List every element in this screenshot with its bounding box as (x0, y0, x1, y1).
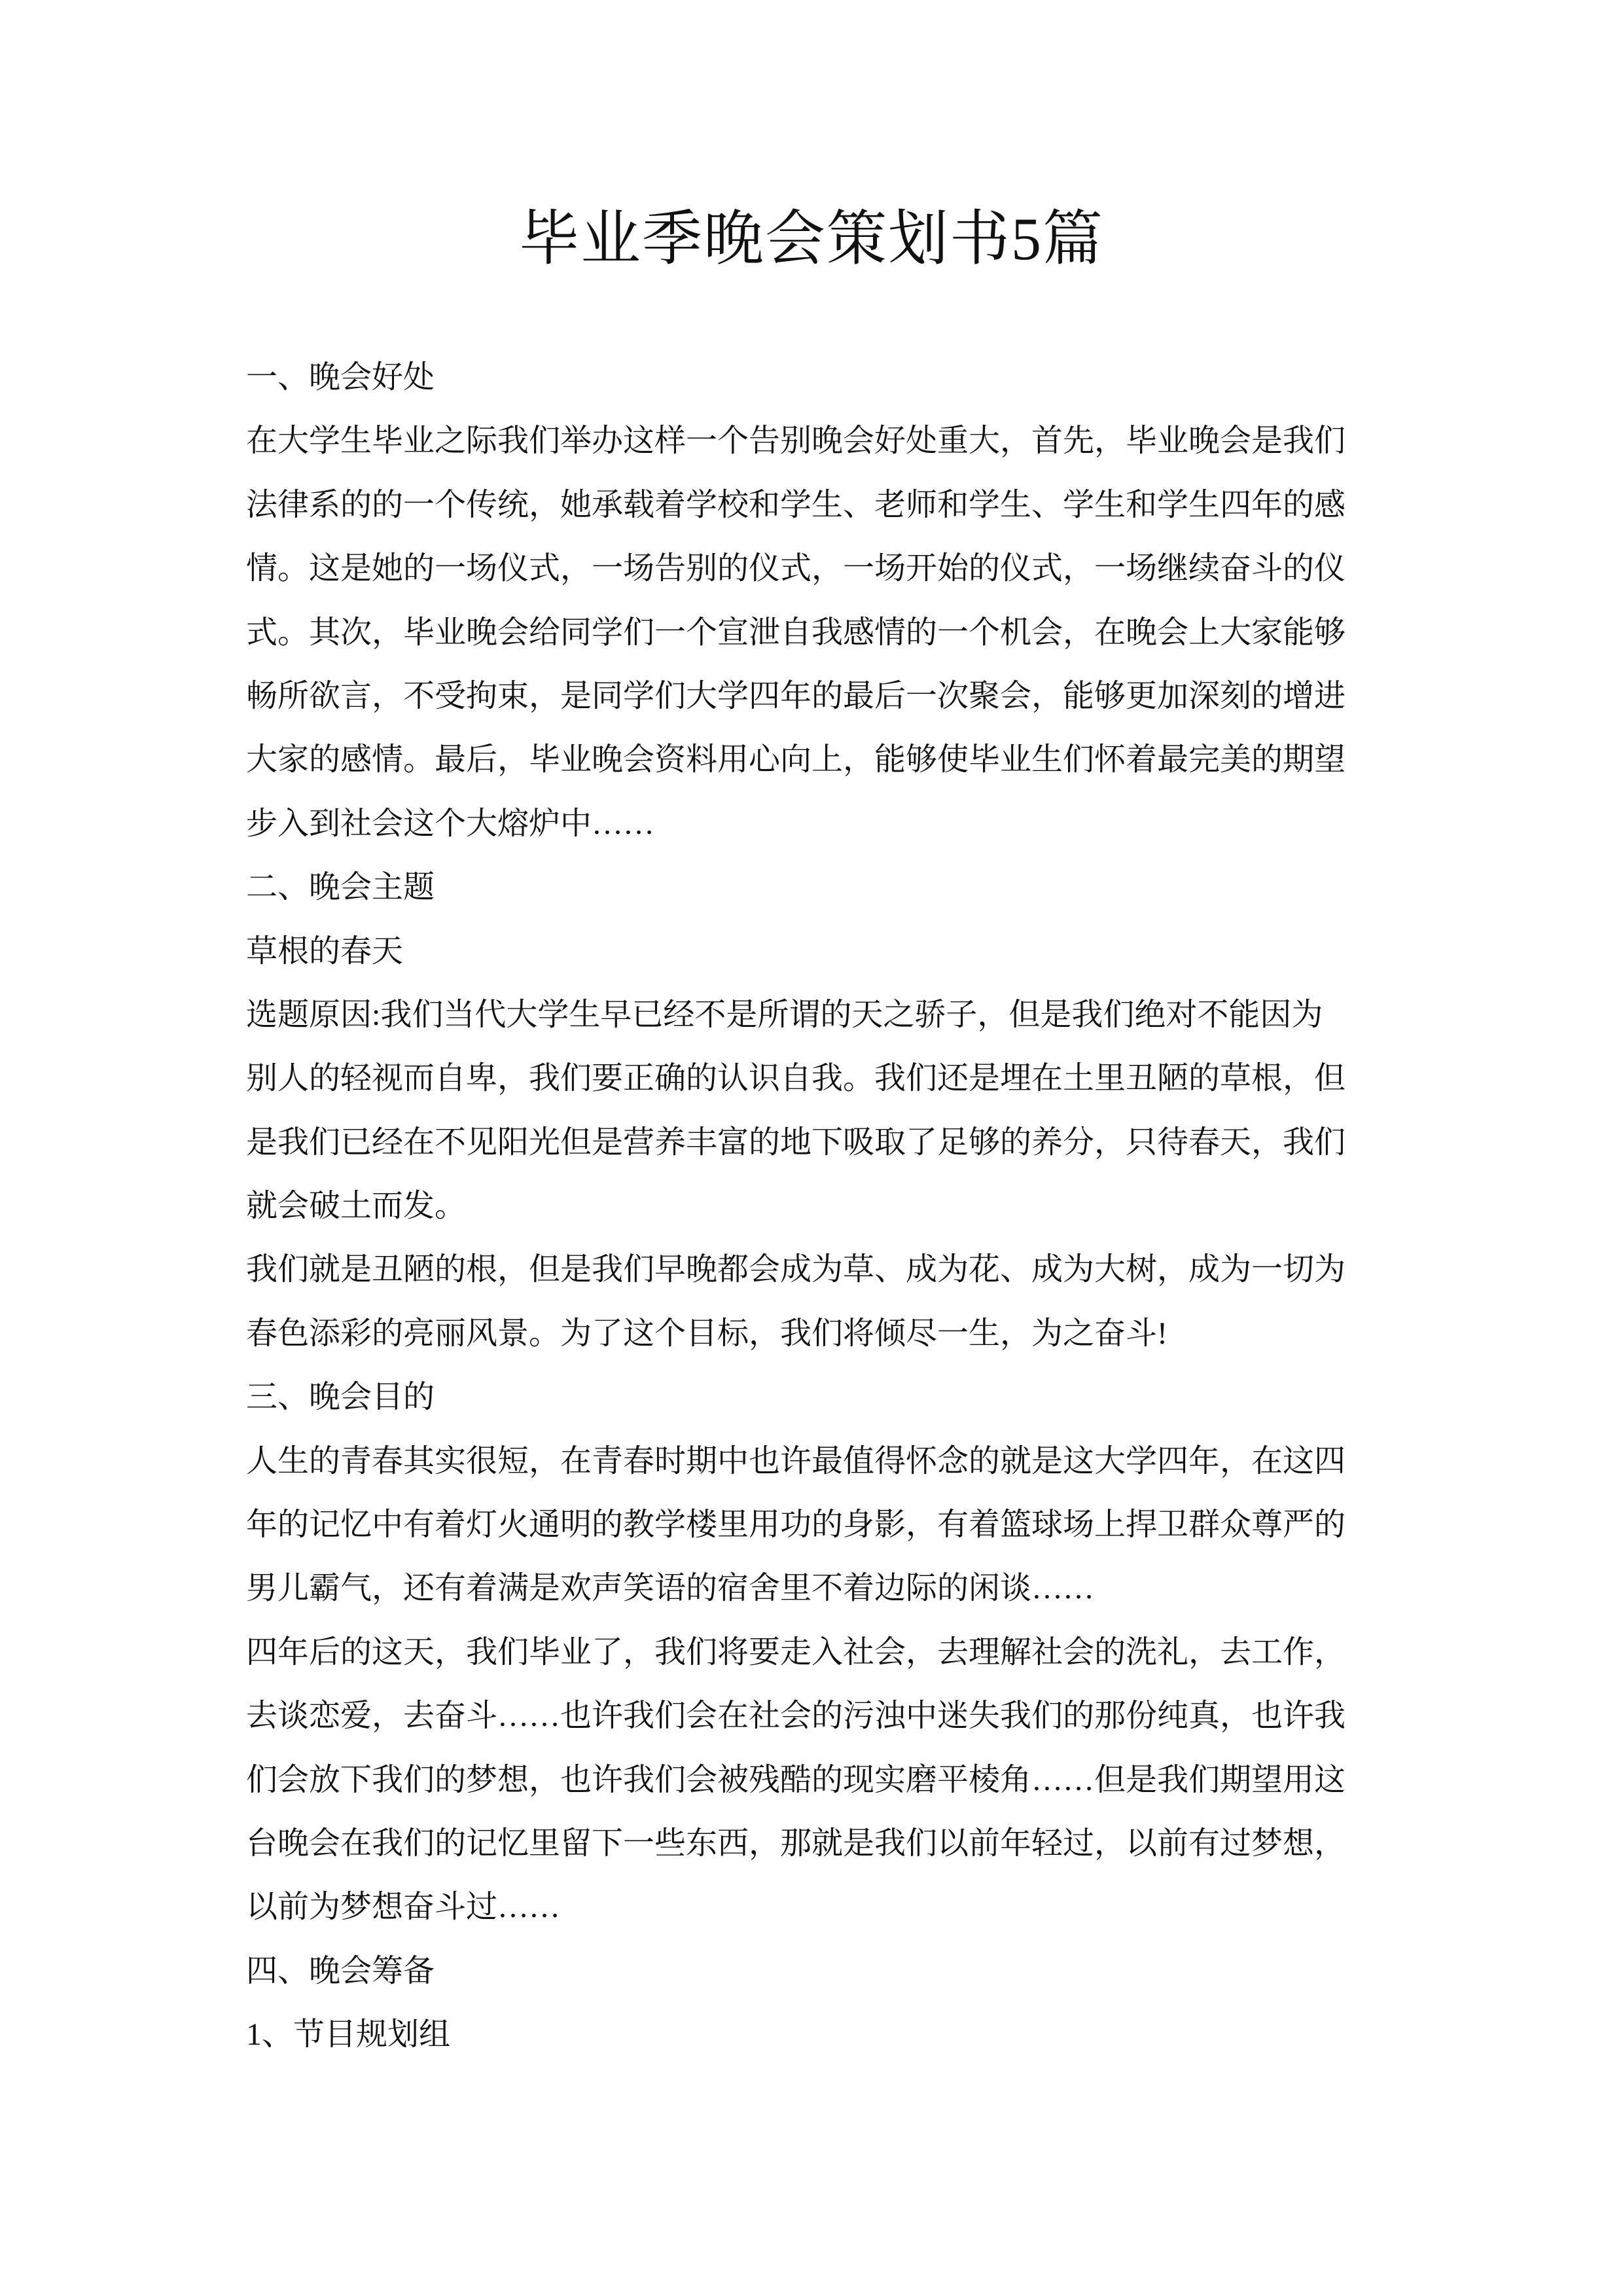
text-line: 以前为梦想奋斗过…… (246, 1890, 561, 1925)
text-line: 四、晚会筹备 (246, 1953, 435, 1988)
text-line: 在大学生毕业之际我们举办这样一个告别晚会好处重大，首先，毕业晚会是我们 (246, 423, 1346, 459)
text-line: 式。其次，毕业晚会给同学们一个宣泄自我感情的一个机会，在晚会上大家能够 (246, 615, 1346, 650)
text-line: 就会破土而发。 (246, 1189, 467, 1224)
text-line: 大家的感情。最后，毕业晚会资料用心向上，能够使毕业生们怀着最完美的期望 (246, 742, 1346, 778)
text-line: 情。这是她的一场仪式，一场告别的仪式，一场开始的仪式，一场继续奋斗的仪 (246, 551, 1346, 586)
text-line: 三、晚会目的 (246, 1380, 435, 1415)
text-line: 草根的春天 (246, 933, 404, 969)
text-line: 四年后的这天，我们毕业了，我们将要走入社会，去理解社会的洗礼，去工作， (246, 1634, 1346, 1670)
document-body (246, 346, 1398, 2067)
text-line: 去谈恋爱，去奋斗……也许我们会在社会的污浊中迷失我们的那份纯真，也许我 (246, 1698, 1346, 1734)
text-line: 年的记忆中有着灯火通明的教学楼里用功的身影，有着篮球场上捍卫群众尊严的 (246, 1507, 1346, 1543)
text-line: 台晚会在我们的记忆里留下一些东西，那就是我们以前年轻过，以前有过梦想， (246, 1825, 1346, 1861)
text-line: 男儿霸气，还有着满是欢声笑语的宿舍里不着边际的闲谈…… (246, 1571, 1095, 1606)
text-line: 畅所欲言，不受拘束，是同学们大学四年的最后一次聚会，能够更加深刻的增进 (246, 678, 1346, 713)
text-line: 法律系的的一个传统，她承载着学校和学生、老师和学生、学生和学生四年的感 (246, 487, 1346, 522)
text-line: 选题原因:我们当代大学生早已经不是所谓的天之骄子，但是我们绝对不能因为 (246, 997, 1323, 1032)
text-line: 是我们已经在不见阳光但是营养丰富的地下吸取了足够的养分，只待春天，我们 (246, 1124, 1346, 1160)
text-line: 步入到社会这个大熔炉中…… (246, 806, 655, 841)
text-line: 春色添彩的亮丽风景。为了这个目标，我们将倾尽一生，为之奋斗! (246, 1316, 1168, 1351)
text-line: 1、节目规划组 (246, 2017, 451, 2053)
text-line: 人生的青春其实很短，在青春时期中也许最值得怀念的就是这大学四年，在这四 (246, 1443, 1346, 1479)
text-line: 我们就是丑陋的根，但是我们早晚都会成为草、成为花、成为大树，成为一切为 (246, 1252, 1346, 1287)
text-line: 别人的轻视而自卑，我们要正确的认识自我。我们还是埋在土里丑陋的草根，但 (246, 1061, 1346, 1096)
text-line: 一、晚会好处 (246, 360, 435, 395)
document-title: 毕业季晚会策划书5篇 (518, 206, 1104, 272)
text-line: 二、晚会主题 (246, 870, 435, 905)
text-line: 们会放下我们的梦想，也许我们会被残酷的现实磨平棱角……但是我们期望用这 (246, 1762, 1346, 1797)
